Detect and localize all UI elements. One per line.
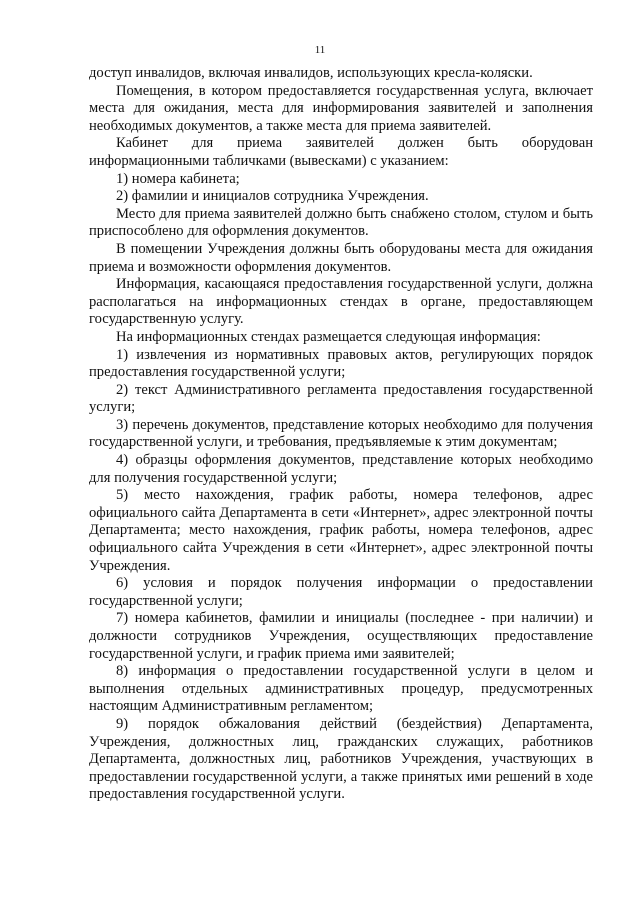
body-text [89, 65, 593, 804]
list-item: 3) перечень документов, представление которых необходимо для получения государственной услуги, и требования, предъявляемые к этим документам; [89, 416, 593, 451]
list-item: 9) порядок обжалования действий (бездействия) Департамента, Учреждения, должностных лиц, гражданских служащих, работников Департамента, должностных лиц, работников Учреждения, участвующих в предоставлении государственной услуги, а также принятых ими решений в ходе предоставления государственной услуги. [89, 715, 593, 803]
paragraph: На информационных стендах размещается следующая информация: [116, 328, 541, 345]
list-item: 4) образцы оформления документов, представление которых необходимо для получения государственной услуги; [89, 452, 593, 486]
list-item: 8) информация о предоставлении государственной услуги в целом и выполнения отдельных административных процедур, предусмотренных настоящим Административным регламентом; [89, 663, 593, 715]
paragraph: Информация, касающаяся предоставления государственной услуги, должна располагаться на информационных стендах в органе, предоставляющем государственную услугу. [89, 276, 593, 328]
list-item: 7) номера кабинетов, фамилии и инициалы (последнее - при наличии) и должности сотрудников Учреждения, осуществляющих предоставление государственной услуги, и график приема ими заявителей; [89, 610, 593, 662]
page-number: 11 [314, 44, 326, 56]
list-item: 6) условия и порядок получения информации о предоставлении государственной услуги; [89, 575, 593, 609]
list-item: 1) извлечения из нормативных правовых актов, регулирующих порядок предоставления государственной услуги; [89, 346, 593, 381]
list-item: 5) место нахождения, график работы, номера телефонов, адрес официального сайта Департамента в сети «Интернет», адрес электронной почты Департамента; место нахождения, график работы, номера телефонов, адрес официального сайта Учреждения в сети «Интернет», адрес электронной почты Учреждения. [89, 487, 593, 574]
list-item: 2) текст Административного регламента предоставления государственной услуги; [89, 381, 593, 416]
paragraph: Помещения, в котором предоставляется государственная услуга, включает места для ожидания, места для информирования заявителей и заполнения необходимых документов, а также места для приема заявителей. [89, 82, 593, 134]
list-item: 2) фамилии и инициалов сотрудника Учреждения. [116, 188, 429, 205]
list-item: 1) номера кабинета; [116, 170, 240, 187]
paragraph: Место для приема заявителей должно быть снабжено столом, стулом и быть приспособлено для оформления документов. [89, 205, 593, 240]
paragraph: В помещении Учреждения должны быть оборудованы места для ожидания приема и возможности оформления документов. [89, 240, 593, 275]
paragraph: доступ инвалидов, включая инвалидов, использующих кресла-коляски. [89, 65, 533, 81]
paragraph: Кабинет для приема заявителей должен быть оборудован информационными табличками (вывесками) с указанием: [89, 135, 593, 169]
